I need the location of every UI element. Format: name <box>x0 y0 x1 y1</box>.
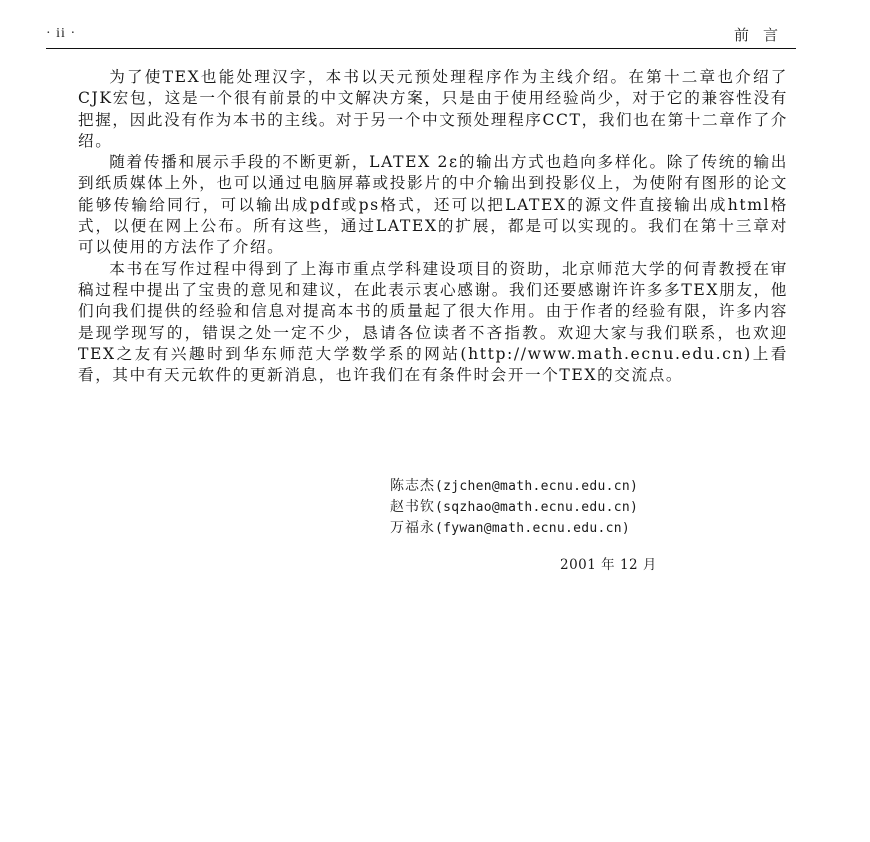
paragraph-cjk-intro: 为了使TEX也能处理汉字，本书以天元预处理程序作为主线介绍。在第十二章也介绍了CJK宏包，这是一个很有前景的中文解决方案，只是由于使用经验尚少，对于它的兼容性没有把握，因此没有作为本书的主线。对于另一个中文预处理程序CCT，我们也在第十二章作了介绍。 <box>78 68 788 150</box>
author-line <box>390 497 638 518</box>
page-header <box>46 24 796 48</box>
author-signatures <box>390 476 638 539</box>
author-name: 陈志杰 <box>390 478 435 494</box>
paragraph-acknowledgements: 本书在写作过程中得到了上海市重点学科建设项目的资助，北京师范大学的何青教授在审稿过程中提出了宝贵的意见和建议，在此表示衷心感谢。我们还要感谢许许多多TEX朋友，他们向我们提供的经验和信息对提高本书的质量起了很大作用。由于作者的经验有限，许多内容是现学现写的，错误之处一定不少，恳请各位读者不吝指教。欢迎大家与我们联系，也欢迎TEX之友有兴趣时到华东师范大学数学系的网站(http://www.math.ecnu.edu.cn)上看看，其中有天元软件的更新消息，也许我们在有条件时会开一个TEX的交流点。 <box>78 259 788 385</box>
paragraph-output-formats: 随着传播和展示手段的不断更新，LATEX 2ε的输出方式也趋向多样化。除了传统的输出到纸质媒体上外，也可以通过电脑屏幕或投影片的中介输出到投影仪上，为使附有图形的论文能够传输给同行，可以输出成pdf或ps格式，还可以把LATEX的源文件直接输出成html格式，以便在网上公布。所有这些，通过LATEX的扩展，都是可以实现的。我们在第十三章对可以使用的方法作了介绍。 <box>78 153 788 257</box>
header-rule <box>46 48 796 49</box>
author-email: (sqzhao@math.ecnu.edu.cn) <box>435 500 639 515</box>
author-email: (zjchen@math.ecnu.edu.cn) <box>435 479 639 494</box>
running-title: 前言 <box>733 26 792 44</box>
author-email: (fywan@math.ecnu.edu.cn) <box>435 521 631 536</box>
page-number: · ii · <box>46 26 77 41</box>
author-name: 赵书钦 <box>390 499 435 515</box>
author-line <box>390 518 638 539</box>
signature-date: 2001 年 12 月 <box>560 557 657 573</box>
author-line <box>390 476 638 497</box>
preface-body <box>78 67 788 386</box>
author-name: 万福永 <box>390 520 435 536</box>
